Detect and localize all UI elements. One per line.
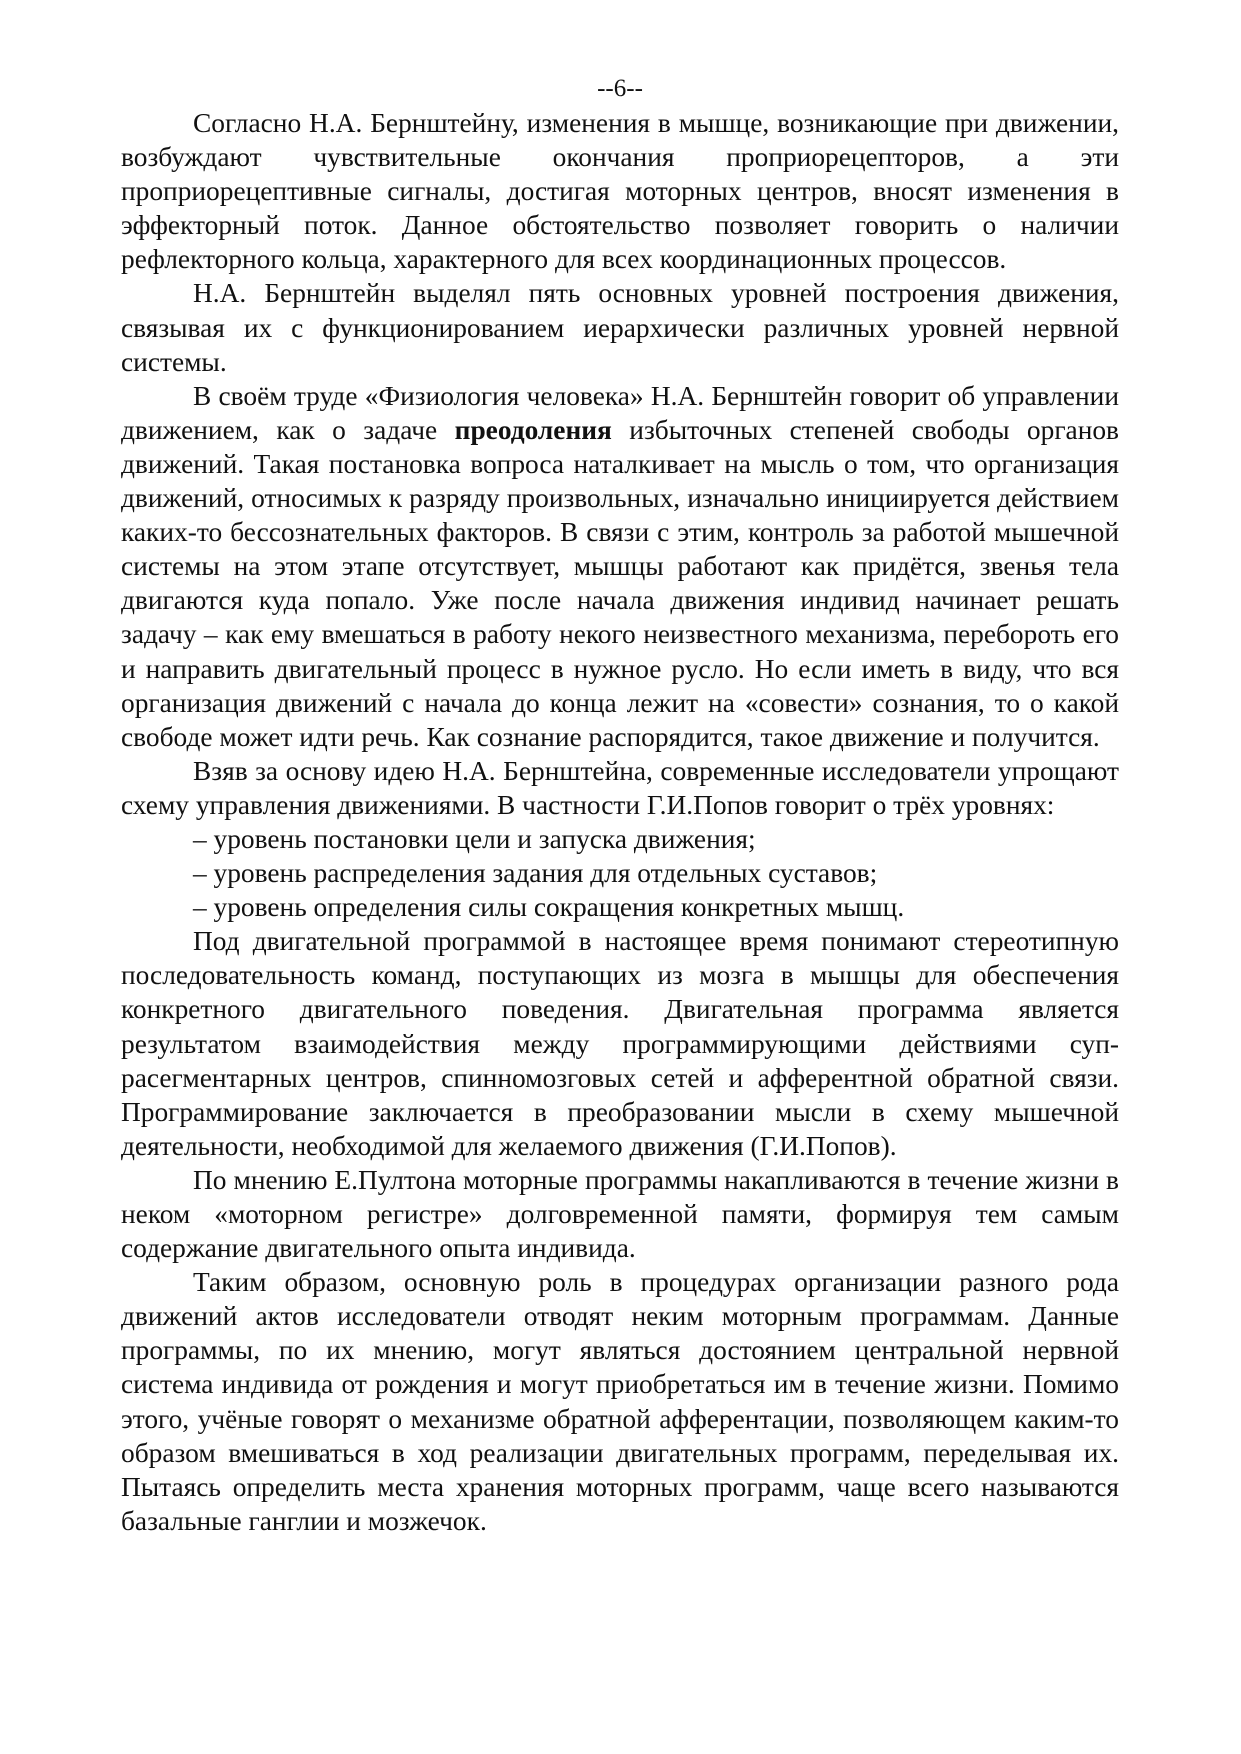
list-item: – уровень определения силы сокращения конкретных мышц. xyxy=(193,892,905,923)
paragraph-2: Н.А. Бернштейн выделял пять основных уровней построения движения, связывая их с функционированием иерархически различных уровней нервной системы. xyxy=(121,278,1119,377)
paragraph-6: По мнению Е.Пултона моторные программы накапливаются в течение жизни в неком «моторном регистре» долговременной памяти, формируя тем самым содержание двигательного опыта индивида. xyxy=(121,1164,1119,1264)
list-item: – уровень постановки цели и запуска движения; xyxy=(193,823,756,854)
paragraph-5: Под двигательной программой в настоящее время понимают стереотипную последовательность команд, поступающих из мозга в мышцы для обеспечения конкретного двигательного поведения. Двигательная программа является результатом взаимодействия между программирующими действиями супрасегментарных центров, спинномозговых сетей и афферентной обратной связи. Программирование заключается в преобразовании мысли в схему мышечной деятельности, необходимой для желаемого движения (Г.И.Попов). xyxy=(121,926,1119,1161)
page-number: --6-- xyxy=(597,75,643,102)
paragraph-3-start: В своём труде «Физиология человека» Н.А. Бернштейн говорит об управлении движением, как о задаче xyxy=(121,380,1119,445)
paragraph-3 xyxy=(121,379,1119,754)
paragraph-3-rest: избыточных степеней свободы органов движений. Такая постановка вопроса наталкивает на мысль о том, что организация движений, относимых к разряду произвольных, изначально инициируется действием каких-то бессознательных факторов. В связи с этим, контроль за работой мышечной системы на этом этапе отсутствует, мышцы работают как придётся, звенья тела двигаются куда попало. Уже после начала движения индивид начинает решать задачу – как ему вмешаться в работу некого неизвестного механизма, перебороть его и направить двигательный процесс в нужное русло. Но если иметь в виду, что вся организация движений с начала до конца лежит на «совести» сознания, то о какой свободе может идти речь. Как сознание распорядится, такое движение и получится. xyxy=(121,414,1119,752)
paragraph-1: Согласно Н.А. Бернштейну, изменения в мышце, возникающие при движении, возбуждают чувствительные окончания проприорецепторов, а эти проприорецептивные сигналы, достигая моторных центров, вносят изменения в эффекторный поток. Данное обстоятельство позволяет говорить о наличии рефлекторного кольца, характерного для всех координационных процессов. xyxy=(121,108,1119,275)
paragraph-7: Таким образом, основную роль в процедурах организации разного рода движений актов исследователи отводят неким моторным программам. Данные программы, по их мнению, могут являться достоянием центральной нервной система индивида от рождения и могут приобретаться им в течение жизни. Помимо этого, учёные говорят о механизме обратной афферентации, позволяющем каким-то образом вмешиваться в ход реализации двигательных программ, переделывая их. Пытаясь определить места хранения моторных программ, чаще всего называются базальные ганглии и мозжечок. xyxy=(121,1267,1119,1536)
bold-term: преодоления xyxy=(454,414,612,445)
list-item: – уровень распределения задания для отдельных суставов; xyxy=(193,858,878,889)
paragraph-4: Взяв за основу идею Н.А. Бернштейна, современные исследователи упрощают схему управления движениями. В частности Г.И.Попов говорит о трёх уровнях: xyxy=(121,755,1119,820)
document-page xyxy=(121,72,1119,1538)
